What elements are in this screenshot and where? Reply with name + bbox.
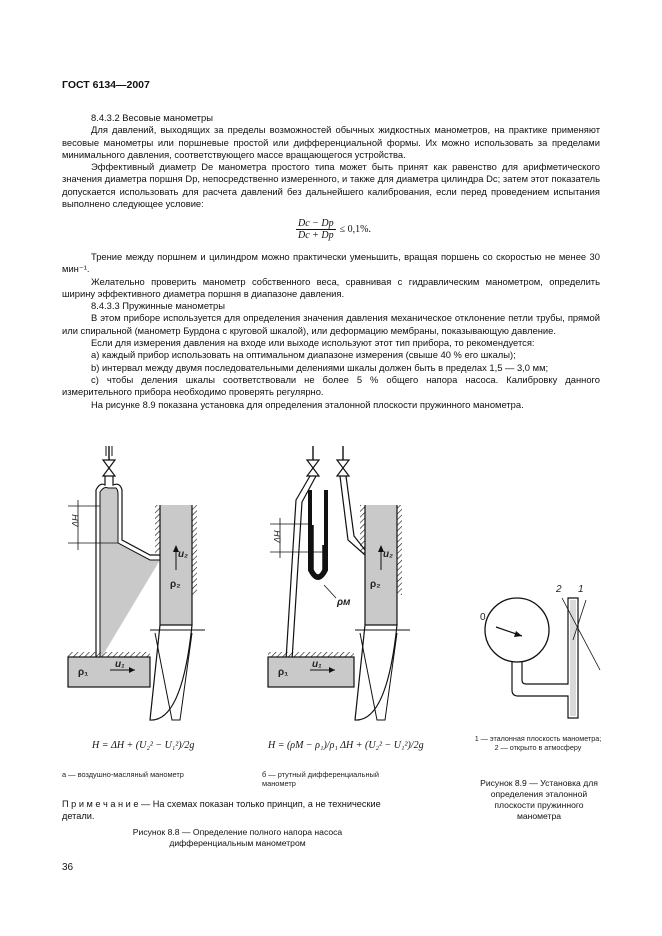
paragraph: Если для измерения давления на входе или выходе используют этот тип прибора, то рекомендуется: <box>91 337 535 349</box>
valve-icon <box>103 460 115 476</box>
label-2: 2 <box>556 584 562 595</box>
rho2-label: ρ₂ <box>370 579 381 590</box>
equation-a: H = ΔH + (U₂² − U₁²)/2g <box>92 740 195 751</box>
paragraph: Эффективный диаметр De манометра простого типа может быть принят как равенство для арифметического значения диаметра поршня Dp, непосредственно измеренного, и также для диаметра цилиндра Dc; затем этот показатель допускается использовать для расчета давлений без дальнейшего калибрования, если перед проведением испытания выполнено следующее условие: <box>62 161 600 210</box>
paragraph: Трение между поршнем и цилиндром можно практически уменьшить, вращая поршень со скоростью не менее 30 мин⁻¹. <box>62 251 600 275</box>
u2-label: u₂ <box>383 549 393 560</box>
formula-numerator: Dc − Dp <box>298 218 334 229</box>
valve-icon <box>307 460 319 476</box>
u1-label: u₁ <box>115 659 125 670</box>
paragraph: На рисунке 8.9 показана установка для определения эталонной плоскости пружинного манометра. <box>91 398 524 410</box>
formula-relation: ≤ 0,1%. <box>339 224 371 235</box>
gauge-dial-icon <box>485 598 549 662</box>
figure-8-9 <box>485 598 600 718</box>
formula-denominator: Dc + Dp <box>298 230 334 241</box>
section-heading-8-4-3-3: 8.4.3.3 Пружинные манометры <box>91 300 225 312</box>
list-item-b: b) интервал между двумя последовательными делениями шкалы должен быть в пределах 1,5 — 3,0 мм; <box>91 361 549 373</box>
document-header: ГОСТ 6134—2007 <box>62 79 150 91</box>
rho2-label: ρ₂ <box>170 579 181 590</box>
note: П р и м е ч а н и е — На схемах показан только принцип, а не технические детали. <box>62 799 381 821</box>
delta-h-label: ΔH <box>272 530 283 543</box>
rho1-label: ρ₁ <box>278 667 289 678</box>
label-figure-b: б — ртутный дифференциальный манометр <box>262 770 379 789</box>
paragraph: Для давлений, выходящих за пределы возможностей обычных жидкостных манометров, на практике применяют весовые манометры или поршневые простой или дифференциальной формы. Их можно использовать за пределами минимального давления, соответствующего массе вращающегося устройства. <box>62 124 600 160</box>
caption-figure-8-9: Рисунок 8.9 — Установка для определения эталонной плоскости пружинного манометра <box>480 778 598 821</box>
label-1: 1 <box>578 584 584 595</box>
delta-h-label: ΔH <box>70 514 81 527</box>
u1-label: u₁ <box>312 659 322 670</box>
paragraph: Желательно проверить манометр собственного веса, сравнивая с гидравлическим манометром, определить ширину эффективного диаметра поршня в диапазоне давления. <box>62 275 600 299</box>
caption-figure-8-8: Рисунок 8.8 — Определение полного напора насоса дифференциальным манометром <box>132 827 343 848</box>
zero-label: 0 <box>480 612 486 623</box>
legend-figure-8-9: 1 — эталонная плоскость манометра; 2 — открыто в атмосферу <box>474 734 602 753</box>
valve-icon <box>337 460 349 476</box>
page-number: 36 <box>62 862 74 873</box>
rho-m-label: ρм <box>337 597 351 608</box>
list-item-c: с) чтобы деления шкалы соответствовали не более 5 % общего напора насоса. Калибровку данного измерительного прибора необходимо проверять регулярно. <box>62 373 600 398</box>
list-item-a: а) каждый прибор использовать на оптимальном диапазоне измерения (свыше 40 % его шкалы); <box>91 349 516 361</box>
equation-b: H = (ρМ − ρ₁)/ρ₁ ΔH + (U₂² − U₁²)/2g <box>268 740 424 751</box>
section-heading-8-4-3-2: 8.4.3.2 Весовые манометры <box>91 112 213 123</box>
paragraph: В этом приборе используется для определения значения давления механическое отклонение петли трубы, прямой или спиральной (манометр Бурдона с круговой шкалой), или деформацию мембраны, показывающую давление. <box>62 312 600 336</box>
rho1-label: ρ₁ <box>78 667 89 678</box>
figure-8-8b <box>268 446 410 720</box>
u2-label: u₂ <box>178 549 188 560</box>
figure-8-8a <box>68 446 205 720</box>
label-figure-a: а — воздушно-масляный манометр <box>62 770 184 779</box>
